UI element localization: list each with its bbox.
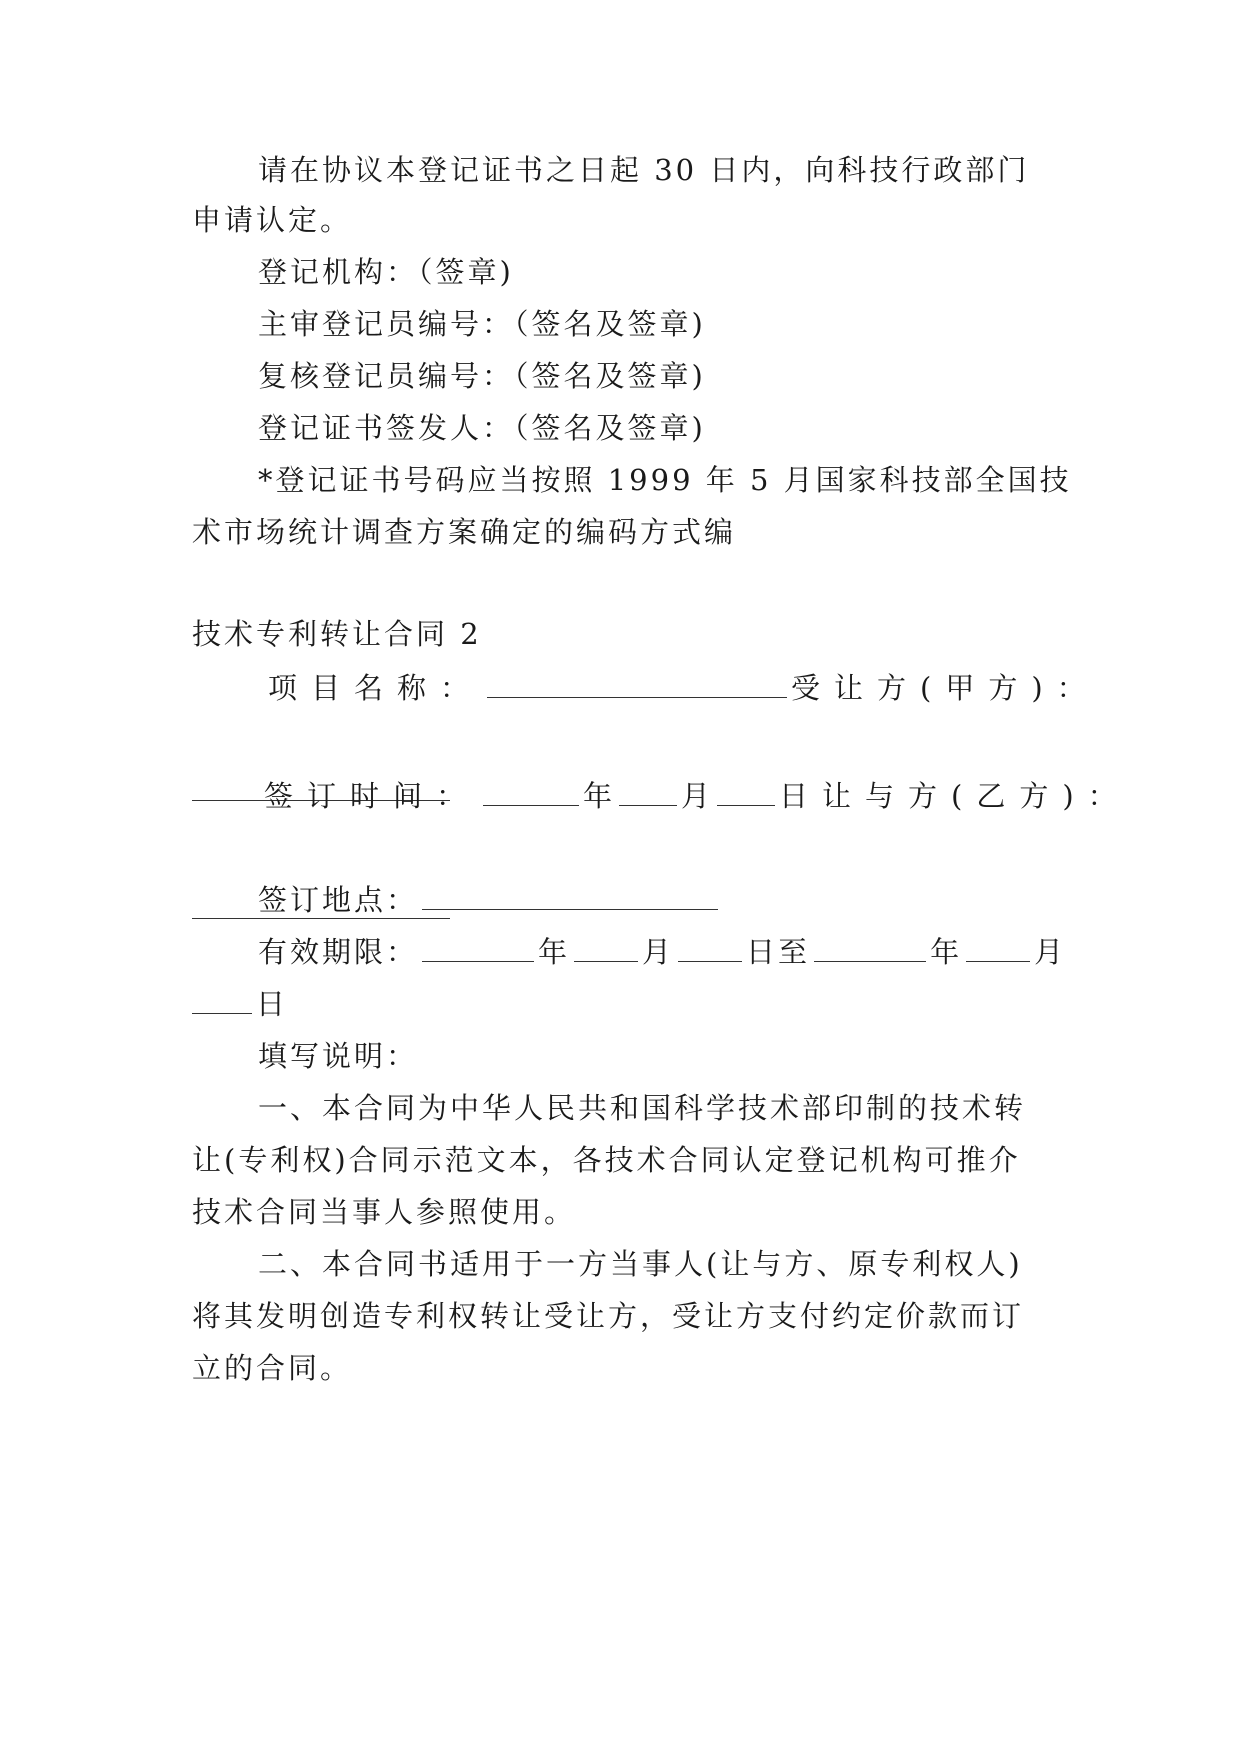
- validity-label: 有效期限：: [258, 935, 419, 969]
- assignor-label: 日让与方(乙方)：: [779, 779, 1131, 813]
- end-month-blank: [966, 937, 1030, 962]
- start-day-blank: [678, 937, 742, 962]
- year-label: 年: [930, 935, 963, 969]
- instruction-line: 一、本合同为中华人民共和国科学技术部印制的技术转: [258, 1091, 1027, 1125]
- year-label: 年: [583, 779, 616, 813]
- project-name-blank: [487, 673, 787, 698]
- paragraph-line: 请在协议本登记证书之日起 30 日内，向科技行政部门: [258, 153, 1030, 187]
- sign-place-row: [258, 880, 722, 920]
- day-to-label: 日至: [746, 935, 811, 969]
- end-day-blank: [192, 989, 252, 1014]
- instruction-line: 将其发明创造专利权转让受让方，受让方支付约定价款而订: [192, 1299, 1025, 1333]
- instructions-heading: 填写说明：: [258, 1039, 419, 1073]
- end-year-blank: [814, 937, 926, 962]
- instruction-line: 二、本合同书适用于一方当事人(让与方、原专利权人): [258, 1247, 1023, 1281]
- instruction-line: 立的合同。: [192, 1351, 353, 1385]
- day-blank: [717, 781, 775, 806]
- project-name-row: [268, 668, 1100, 708]
- month-label: 月: [681, 779, 714, 813]
- assignee-label: 受让方(甲方)：: [791, 671, 1100, 705]
- instruction-line: 技术合同当事人参照使用。: [192, 1195, 577, 1229]
- sign-time-row: [264, 776, 1131, 816]
- registration-org-line: 登记机构：（签章): [258, 255, 514, 289]
- day-label: 日: [256, 987, 289, 1021]
- start-month-blank: [574, 937, 638, 962]
- note-line: *登记证书号码应当按照 1999 年 5 月国家科技部全国技: [258, 463, 1072, 497]
- chief-registrar-line: 主审登记员编号：（签名及签章): [258, 307, 706, 341]
- paragraph-line: 申请认定。: [192, 203, 353, 237]
- month-label: 月: [1034, 935, 1067, 969]
- sign-time-label: 签订时间：: [264, 779, 480, 813]
- month-label: 月: [642, 935, 675, 969]
- validity-row: [258, 932, 1066, 972]
- contract-title: 技术专利转让合同 2: [192, 617, 482, 651]
- year-blank: [483, 781, 579, 806]
- sign-place-label: 签订地点：: [258, 883, 419, 917]
- sign-place-blank: [422, 885, 718, 910]
- start-year-blank: [422, 937, 534, 962]
- end-day-row: [192, 984, 288, 1024]
- review-registrar-line: 复核登记员编号：（签名及签章): [258, 359, 706, 393]
- certificate-issuer-line: 登记证书签发人：（签名及签章): [258, 411, 706, 445]
- month-blank: [619, 781, 677, 806]
- note-line: 术市场统计调查方案确定的编码方式编: [192, 515, 737, 549]
- instruction-line: 让(专利权)合同示范文本，各技术合同认定登记机构可推介: [192, 1143, 1021, 1177]
- project-name-label: 项目名称：: [268, 671, 484, 705]
- year-label: 年: [538, 935, 571, 969]
